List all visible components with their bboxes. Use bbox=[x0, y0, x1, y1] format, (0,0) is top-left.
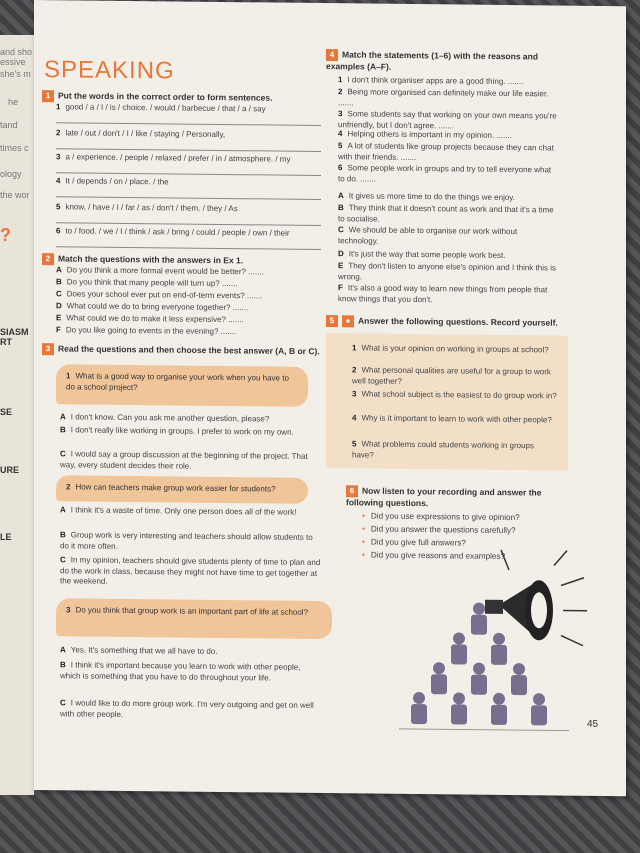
item-text: Do you think that many people will turn up? ....... bbox=[66, 277, 238, 289]
section-number: 5 bbox=[326, 315, 338, 327]
answer-option bbox=[60, 505, 322, 518]
item-letter: B bbox=[56, 277, 62, 287]
item-text: to / food. / we / I / think / ask / bring / could / people / own / their bbox=[65, 226, 290, 238]
section-number: 6 bbox=[346, 485, 358, 497]
item-letter: F bbox=[56, 325, 61, 335]
fragment: LE bbox=[0, 532, 12, 542]
item-letter: 4 bbox=[338, 129, 343, 139]
checklist-bullet: • Did you give full answers? bbox=[362, 537, 466, 547]
match-item bbox=[56, 313, 326, 326]
item-letter: 1 bbox=[352, 343, 357, 353]
item-letter: B bbox=[338, 203, 344, 213]
item-text: I think it's a waste of time. Only one person does all of the work! bbox=[70, 505, 297, 517]
fragment: SIASM bbox=[0, 327, 29, 337]
fragment: times c bbox=[0, 143, 29, 153]
question-bubble-1 bbox=[56, 364, 308, 407]
question-number: 1 bbox=[66, 371, 71, 381]
item-text: late / out / don't / I / like / staying / Personally, bbox=[65, 128, 226, 140]
answer-option bbox=[60, 449, 322, 473]
item-letter: 2 bbox=[338, 87, 343, 97]
item-text: Some people work in groups and try to tell everyone what to do. ....... bbox=[338, 163, 552, 184]
fragment: the wor bbox=[0, 190, 30, 200]
item-letter: 2 bbox=[56, 128, 61, 138]
item-text: Helping others is important in my opinion. ....... bbox=[347, 129, 512, 141]
answer-line[interactable] bbox=[56, 122, 321, 126]
fragment: essive bbox=[0, 57, 26, 67]
fragment: he bbox=[8, 97, 19, 107]
item-letter: F bbox=[338, 283, 343, 293]
page-number: 45 bbox=[587, 718, 599, 730]
item-text: They think that it doesn't count as work and that it's a time to socialise. bbox=[338, 203, 554, 224]
item-letter: B bbox=[60, 425, 66, 435]
reason-item bbox=[338, 191, 558, 204]
section-3-heading bbox=[42, 343, 332, 358]
item-letter: A bbox=[60, 505, 66, 515]
item-text: I think it's important because you learn to work with other people, which is something that you have to do throughout your life. bbox=[60, 660, 301, 682]
item-letter: 6 bbox=[338, 163, 343, 173]
item-letter: A bbox=[338, 191, 344, 201]
item-text: We should be able to organise our work without technology. bbox=[338, 225, 518, 246]
fragment: she's m bbox=[0, 69, 31, 79]
answer-option bbox=[60, 555, 322, 589]
checklist-bullet: • Did you give reasons and examples? bbox=[362, 550, 505, 560]
record-question bbox=[352, 413, 557, 426]
item-letter: C bbox=[338, 225, 344, 235]
reason-item bbox=[338, 283, 558, 306]
section-number: 4 bbox=[326, 49, 338, 61]
section-number: 1 bbox=[42, 90, 54, 102]
item-text: Do you like going to events in the evening? ....... bbox=[65, 325, 237, 337]
record-question bbox=[352, 439, 557, 462]
item-letter: B bbox=[60, 660, 66, 670]
exercise-item bbox=[56, 128, 326, 141]
match-item bbox=[56, 265, 326, 278]
item-letter: 1 bbox=[56, 102, 61, 112]
reason-item bbox=[338, 261, 558, 284]
item-letter: C bbox=[60, 555, 66, 565]
reason-item bbox=[338, 249, 558, 262]
item-text: Group work is very interesting and teachers should allow students to do it more often. bbox=[60, 530, 313, 551]
heading-text: Read the questions and then choose the best answer (A, B or C). bbox=[58, 343, 320, 357]
exercise-item bbox=[56, 102, 326, 115]
checklist-bullet: • Did you use expressions to give opinion? bbox=[362, 511, 520, 522]
section-number: 2 bbox=[42, 253, 54, 265]
item-letter: 5 bbox=[338, 141, 343, 151]
item-letter: B bbox=[60, 530, 66, 540]
record-question bbox=[352, 389, 557, 402]
item-letter: E bbox=[338, 261, 344, 271]
section-number: 3 bbox=[42, 343, 54, 355]
megaphone-icon bbox=[485, 550, 587, 646]
heading-text: Put the words in the correct order to form sentences. bbox=[58, 90, 273, 103]
question-bubble-3 bbox=[56, 598, 332, 639]
item-text: I don't really like working in groups. I prefer to work on my own. bbox=[70, 425, 294, 437]
question-number: 3 bbox=[66, 605, 71, 615]
answer-option bbox=[60, 660, 322, 684]
heading-text: Match the questions with the answers in Ex 1. bbox=[58, 253, 244, 266]
item-text: Why is it important to learn to work with other people? bbox=[361, 413, 552, 425]
megaphone-illustration bbox=[389, 544, 589, 746]
item-letter: 5 bbox=[352, 439, 357, 449]
item-text: What personal qualities are useful for a group to work well together? bbox=[352, 365, 551, 386]
item-letter: 3 bbox=[56, 152, 61, 162]
match-item bbox=[56, 325, 326, 338]
fragment: SE bbox=[0, 407, 13, 417]
fragment: RT bbox=[0, 337, 12, 347]
item-text: It gives us more time to do the things we enjoy. bbox=[348, 191, 515, 203]
question-text: What is a good way to organise your work when you have to do a school project? bbox=[66, 371, 289, 392]
item-letter: C bbox=[56, 289, 62, 299]
answer-option bbox=[60, 698, 322, 722]
item-letter: 4 bbox=[352, 413, 357, 423]
item-text: I would like to do more group work. I'm very outgoing and get on well with other people. bbox=[60, 698, 314, 719]
item-text: know, / have / I / far / as / don't / them. / they / As bbox=[65, 202, 238, 214]
item-letter: C bbox=[60, 698, 66, 708]
item-letter: 4 bbox=[56, 176, 61, 186]
item-text: It's also a good way to learn new things from people that know things that you don't. bbox=[338, 283, 548, 304]
item-text: a / experience. / people / relaxed / prefer / in / atmosphere. / my bbox=[65, 152, 291, 164]
item-text: Yes. It's something that we all have to do. bbox=[70, 645, 218, 656]
page-title: SPEAKING bbox=[44, 56, 175, 85]
exercise-item bbox=[56, 226, 326, 239]
item-letter: 2 bbox=[352, 365, 357, 375]
heading-text: Answer the following questions. Record yourself. bbox=[358, 315, 558, 328]
item-text: Do you think a more formal event would be better? ....... bbox=[66, 265, 264, 277]
item-text: I don't know. Can you ask me another question, please? bbox=[70, 412, 270, 424]
statement-item bbox=[338, 75, 558, 88]
item-letter: A bbox=[60, 645, 66, 655]
item-letter: A bbox=[56, 265, 62, 275]
item-text: In my opinion, teachers should give students plenty of time to plan and do the work in class, because they might not have time to get together at the weekend. bbox=[60, 555, 321, 586]
answer-option bbox=[60, 530, 322, 554]
section-6-heading bbox=[346, 485, 566, 510]
checklist-bullet: • Did you answer the questions carefully? bbox=[362, 524, 516, 535]
item-text: good / a / I / is / choice. / would / barbecue / that / a / say bbox=[65, 102, 266, 114]
fragment: and sho bbox=[0, 47, 33, 57]
item-letter: 3 bbox=[352, 389, 357, 399]
statement-item bbox=[338, 129, 558, 142]
item-letter: 1 bbox=[338, 75, 343, 85]
item-text: They don't listen to anyone else's opinion and I think this is wrong. bbox=[338, 261, 556, 281]
exercise-item bbox=[56, 202, 326, 215]
item-letter: 5 bbox=[56, 202, 61, 212]
item-text: It / depends / on / place. / the bbox=[65, 176, 169, 187]
item-text: What problems could students working in groups have? bbox=[352, 439, 534, 460]
match-item bbox=[56, 289, 326, 302]
answer-option bbox=[60, 645, 322, 658]
statement-item bbox=[338, 163, 558, 186]
reason-item bbox=[338, 203, 558, 226]
item-text: What school subject is the easiest to do group work in? bbox=[361, 389, 557, 401]
statement-item bbox=[338, 87, 558, 110]
item-text: Does your school ever put on end-of-term events? ....... bbox=[66, 289, 263, 301]
item-text: What is your opinion on working in groups at school? bbox=[361, 343, 549, 355]
item-text: What could we do to bring everyone together? ....... bbox=[66, 301, 249, 313]
record-question bbox=[352, 343, 557, 356]
answer-option bbox=[60, 425, 322, 438]
item-letter: C bbox=[60, 449, 66, 459]
item-text: Some students say that working on your own means you're unfriendly, but I don't agree. ....... bbox=[338, 109, 557, 130]
reason-item bbox=[338, 225, 558, 248]
exercise-item bbox=[56, 152, 326, 165]
answer-line[interactable] bbox=[56, 246, 321, 250]
fragment: URE bbox=[0, 465, 20, 475]
section-5-heading bbox=[326, 315, 586, 330]
record-question bbox=[352, 365, 557, 388]
item-letter: 3 bbox=[338, 109, 343, 119]
statement-item bbox=[338, 141, 558, 164]
heading-text: Now listen to your recording and answer the following questions. bbox=[346, 485, 542, 509]
left-page-edge bbox=[0, 35, 34, 795]
answer-line[interactable] bbox=[56, 196, 321, 200]
item-letter: A bbox=[60, 412, 66, 422]
exercise-item bbox=[56, 176, 326, 189]
item-text: Being more organised can definitely make our life easier. ....... bbox=[338, 87, 549, 107]
item-text: A lot of students like group projects because they can chat with their friends. ....... bbox=[338, 141, 554, 162]
question-number: 2 bbox=[66, 482, 71, 492]
answer-line[interactable] bbox=[56, 148, 321, 152]
item-letter: 6 bbox=[56, 226, 61, 236]
match-item bbox=[56, 277, 326, 290]
fragment: ? bbox=[0, 225, 11, 245]
item-text: What could we do to make it less expensive? ....... bbox=[66, 313, 244, 325]
answer-option bbox=[60, 412, 322, 425]
question-bubble-2 bbox=[56, 475, 308, 504]
item-text: I don't think organiser apps are a good thing. ....... bbox=[347, 75, 524, 87]
fragment: ology bbox=[0, 169, 22, 179]
item-text: I would say a group discussion at the beginning of the project. That way, every student decides their role. bbox=[60, 449, 308, 471]
answer-line[interactable] bbox=[56, 172, 321, 176]
heading-text: Match the statements (1–6) with the reasons and examples (A–F). bbox=[326, 49, 539, 72]
question-text: How can teachers make group work easier for students? bbox=[75, 482, 276, 494]
item-letter: D bbox=[56, 301, 62, 311]
match-item bbox=[56, 301, 326, 314]
record-icon: ● bbox=[342, 315, 354, 327]
item-text: It's just the way that some people work best. bbox=[348, 249, 506, 260]
section-4-heading bbox=[326, 49, 566, 75]
item-letter: D bbox=[338, 249, 344, 259]
question-text: Do you think that group work is an important part of life at school? bbox=[75, 605, 309, 617]
item-letter: E bbox=[56, 313, 62, 323]
textbook-page bbox=[34, 0, 626, 796]
answer-line[interactable] bbox=[56, 222, 321, 226]
fragment: tand bbox=[0, 120, 18, 130]
